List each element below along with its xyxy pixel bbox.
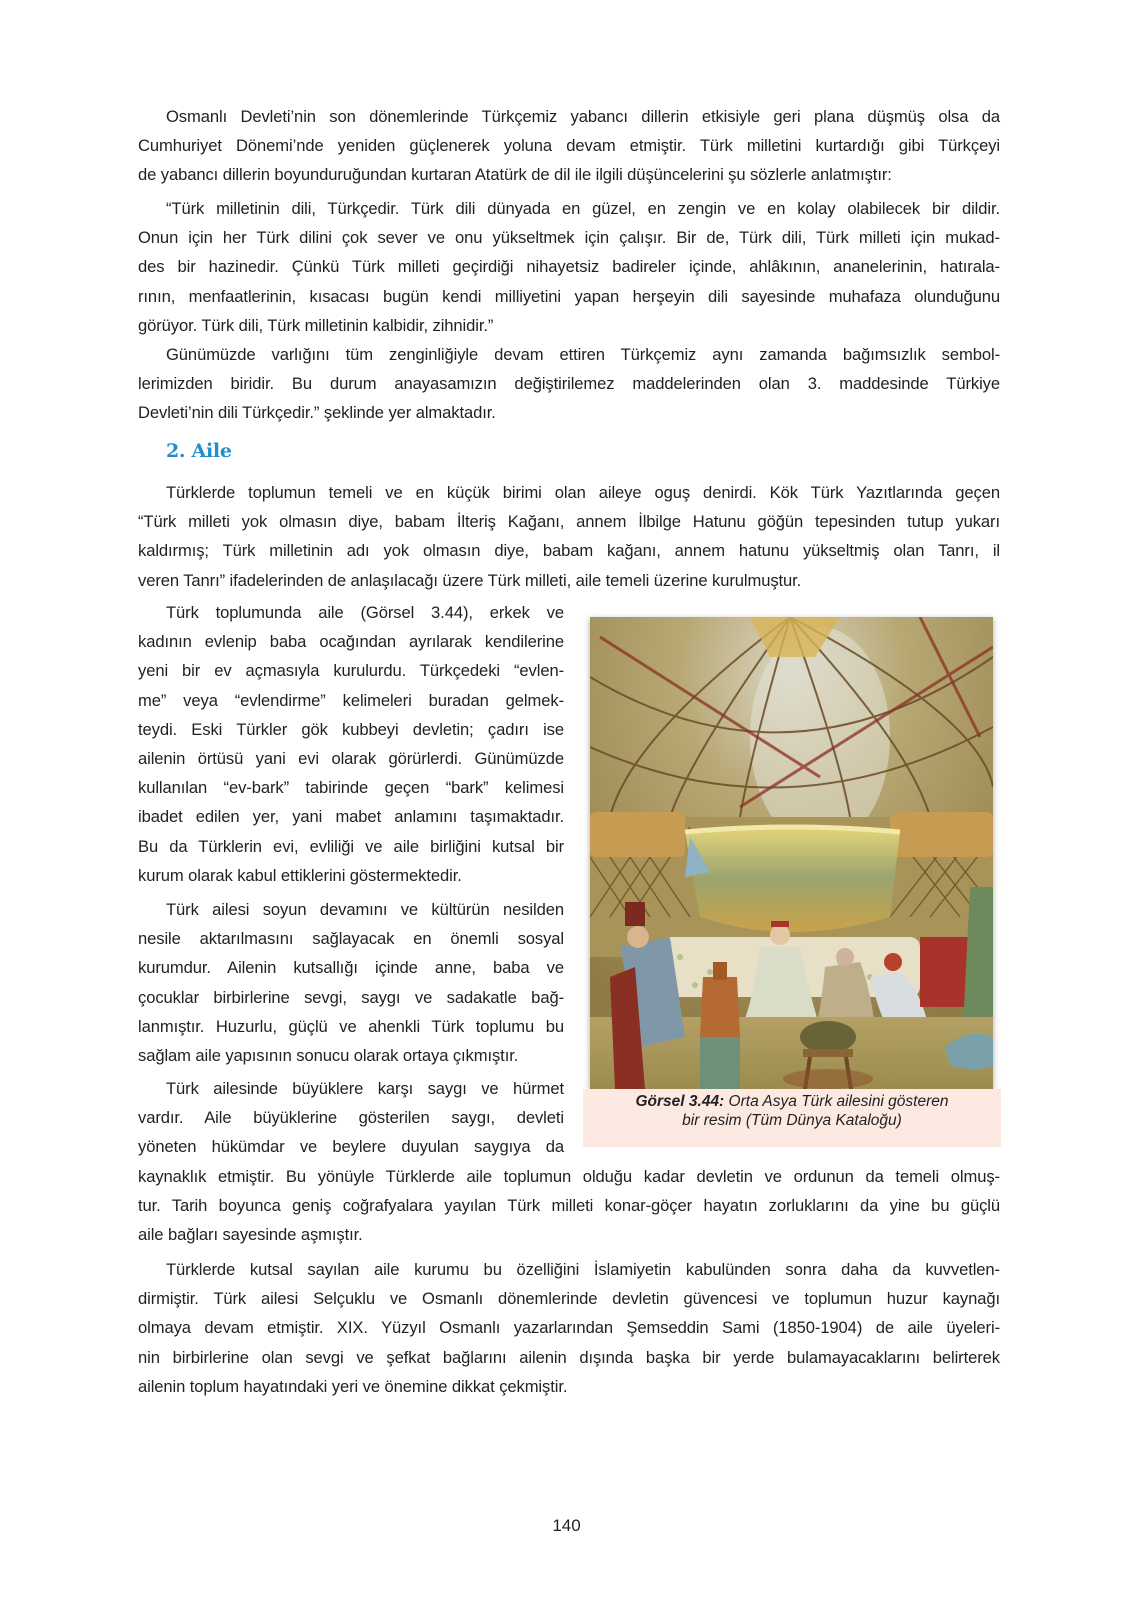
text-line: ailenin toplum hayatındaki yeri ve önemine dikkat çekmiştir. [138, 1376, 568, 1396]
text-line: tur. Tarih boyunca geniş coğrafyalara yayılan Türk milleti konar-göçer hayatın zorluklarını da yine bu güçlü [138, 1196, 1000, 1216]
paragraph-independence [138, 340, 1000, 428]
paragraph-social-institution [138, 895, 564, 1070]
text-line: Bu da Türklerin evi, evliliği ve aile birliğini kutsal bir [138, 836, 564, 856]
text-line: yeni bir ev açmasıyla kurulurdu. Türkçedeki “evlen- [138, 661, 564, 681]
text-line: olmaya devam etmiştir. XIX. Yüzyıl Osmanlı yazarlarından Şemseddin Sami (1850-1904) de aile üyeleri- [138, 1318, 1000, 1338]
text-line: Türk ailesinde büyüklere karşı saygı ve hürmet [166, 1079, 564, 1098]
paragraph-ogus [138, 478, 1000, 595]
text-line: Günümüzde varlığını tüm zenginliğiyle devam ettiren Türkçemiz aynı zamanda bağımsızlık sembol- [166, 345, 1000, 364]
caption-text: Orta Asya Türk ailesini gösteren [728, 1093, 949, 1110]
text-line: “Türk milleti yok olmasın diye, babam İlteriş Kağanı, annem İlbilge Hatunu göğün tepesinden tutup yukarı [138, 512, 1000, 532]
text-line: kaynaklık etmiştir. Bu yönüyle Türklerde aile toplumun olduğu kadar devletin ve ordunun da temeli olmuş- [138, 1167, 1000, 1186]
text-line: de yabancı dillerin boyunduruğundan kurtaran Atatürk de dil ile ilgili düşüncelerini şu sözlerle anlatmıştır: [138, 165, 892, 185]
text-line: des bir hazinedir. Çünkü Türk milleti geçirdiği nihayetsiz badireler içinde, ahlâkının, ananelerinin, hatırala- [138, 257, 1000, 277]
text-line: teydi. Eski Türkler gök kubbeyi devletin; çadırı ise [138, 719, 564, 739]
page-number: 140 [552, 1516, 581, 1535]
text-line: kurum olarak kabul ettiklerini göstermektedir. [138, 865, 462, 885]
text-line: kaldırmış; Türk milletinin adı yok olmasın diye, babam kağanı, annem hatunu yükseltmiş olan Tanrı, il [138, 541, 1000, 561]
text-line: vardır. Aile büyüklerine gösterilen saygı, devleti [138, 1108, 564, 1128]
text-line: çocuklar birbirlerine sevgi, saygı ve sadakatle bağ- [138, 987, 564, 1007]
text-line: nesile aktarılmasını sağlayacak en önemli sosyal [138, 929, 564, 949]
text-line: kurumdur. Ailenin kutsallığı içinde anne, baba ve [138, 958, 564, 978]
caption-label: Görsel 3.44: [635, 1093, 725, 1110]
text-line: Türklerde kutsal sayılan aile kurumu bu özelliğini İslamiyetin kabulünden sonra daha da kuvvetlen- [166, 1260, 1000, 1279]
text-line: yöneten hükümdar ve beylere duyulan saygıya da [138, 1137, 564, 1157]
text-line: Osmanlı Devleti’nin son dönemlerinde Türkçemiz yabancı dillerin etkisiyle geri plana düşmüş olsa da [166, 107, 1000, 126]
caption-first-line [583, 1092, 1001, 1111]
text-line: lanmıştır. Huzurlu, güçlü ve ahenkli Türk toplumu bu [138, 1016, 564, 1036]
text-line: görüyor. Türk dili, Türk milletinin kalbidir, zihnidir.” [138, 315, 494, 335]
text-line: dirmiştir. Türk ailesi Selçuklu ve Osmanlı dönemlerinde devletin güvencesi ve toplumun huzur kaynağı [138, 1289, 1000, 1309]
text-line: Onun için her Türk dilini çok sever ve onu yükseltmek için çalışır. Bir de, Türk dili, Türk milleti için mukad- [138, 228, 1000, 248]
text-line: ibadet edilen yer, yani mabet anlamını taşımaktadır. [138, 807, 564, 827]
text-line: aile bağları sayesinde aşmıştır. [138, 1225, 363, 1245]
text-line: Devleti’nin dili Türkçedir.” şeklinde yer almaktadır. [138, 403, 496, 423]
text-line: “Türk milletinin dili, Türkçedir. Türk dili dünyada en güzel, en zengin ve en kolay olabilecek bir dildir. [166, 199, 1000, 218]
paragraph-islam-era [138, 1255, 1000, 1401]
paragraph-family-founding [138, 598, 564, 890]
yurt-family-painting [590, 617, 993, 1089]
text-line: veren Tanrı” ifadelerinden de anlaşılacağı üzere Türk milleti, aile temeli üzerine kurulmuştur. [138, 570, 802, 590]
text-line: Türk toplumunda aile (Görsel 3.44), erkek ve [166, 603, 564, 622]
text-line: lerimizden biridir. Bu durum anayasamızın değiştirilemez maddelerinden olan 3. maddesinde Türkiye [138, 374, 1000, 394]
text-line: rının, menfaatlerinin, kısacası bugün kendi milliyetini yapan herşeyin dili sayesinde muhafaza olunduğunu [138, 286, 1000, 306]
paragraph-respect-narrow [138, 1074, 564, 1162]
paragraph-intro [138, 102, 1000, 190]
paragraph-respect-wide [138, 1162, 1000, 1250]
text-line: Türklerde toplumun temeli ve en küçük birimi olan aileye oguş denirdi. Kök Türk Yazıtlarında geçen [166, 483, 1000, 502]
text-line: sağlam aile yapısının sonucu olarak ortaya çıkmıştır. [138, 1045, 519, 1065]
text-line: Türk ailesi soyun devamını ve kültürün nesilden [166, 900, 564, 919]
ataturk-quote [138, 194, 1000, 340]
text-line: me” veya “evlendirme” kelimeleri buradan gelmek- [138, 690, 564, 710]
text-line: Cumhuriyet Dönemi’nde yeniden güçlenerek yoluna devam etmiştir. Türk milletini kurtardığı gibi Türkçeyi [138, 136, 1000, 156]
caption-second-line: bir resim (Tüm Dünya Kataloğu) [682, 1112, 902, 1129]
figure-caption [583, 1089, 1001, 1147]
text-line: kadının evlenip baba ocağından ayrılarak kendilerine [138, 632, 564, 652]
text-line: kullanılan “ev-bark” tabirinde geçen “bark” kelimesi [138, 778, 564, 798]
text-line: nin birbirlerine olan sevgi ve şefkat bağlarını ailenin dışında başka bir yerde bulamayacaklarını belirterek [138, 1347, 1000, 1367]
section-heading: 2. Aile [166, 440, 232, 462]
text-line: ailenin örtüsü yani evi olarak görürlerdi. Günümüzde [138, 748, 564, 768]
